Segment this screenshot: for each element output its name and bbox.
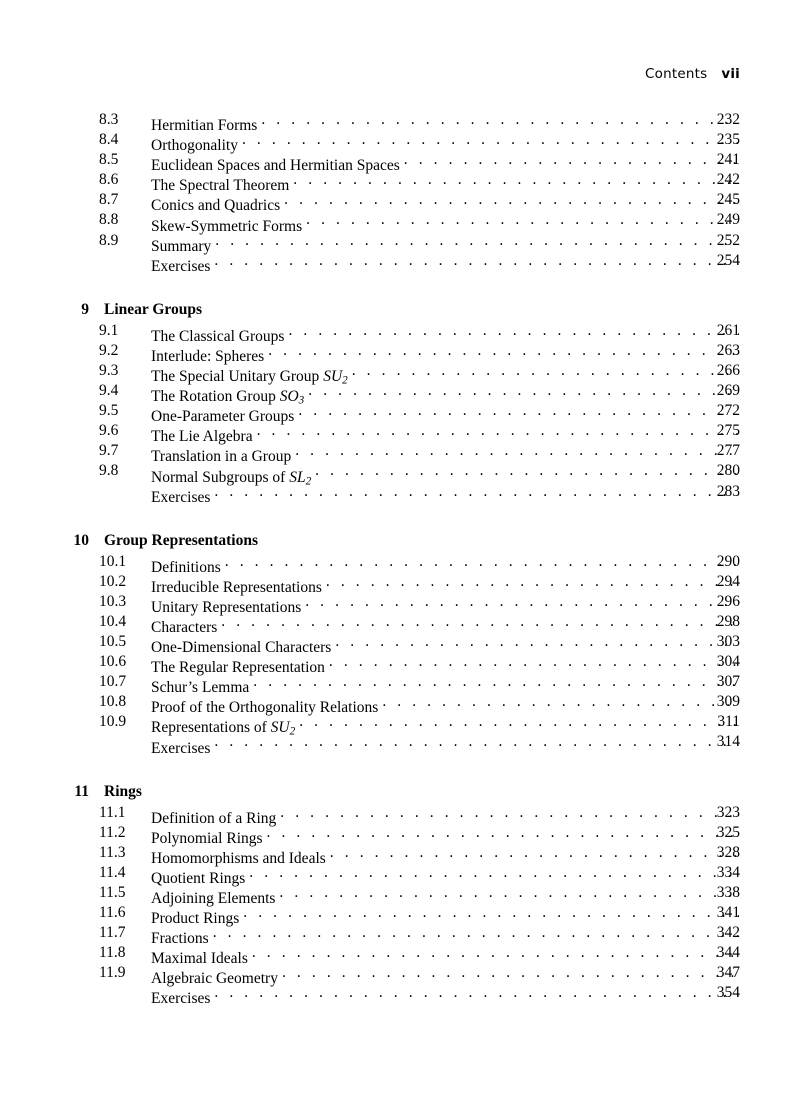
dot-leader xyxy=(335,632,739,652)
section-page-number: 249 xyxy=(716,211,740,229)
section-number: 9.5 xyxy=(99,402,119,420)
section-number: 11.4 xyxy=(99,863,126,881)
section-page-number: 254 xyxy=(716,251,740,269)
toc-section-row[interactable] xyxy=(0,361,806,387)
section-number: 9.7 xyxy=(99,442,119,460)
section-title: Homomorphisms and Ideals xyxy=(151,849,326,867)
section-title: Exercises xyxy=(151,990,211,1008)
section-page-number: 232 xyxy=(716,111,740,128)
section-number: 8.9 xyxy=(99,231,119,249)
chapter-number: 10 xyxy=(73,531,89,549)
section-page-number: 235 xyxy=(716,131,740,149)
math-symbol: $SL_2$ xyxy=(289,468,312,487)
running-head-label: Contents xyxy=(645,66,708,82)
section-number: 11.2 xyxy=(99,823,126,841)
chapter-title: Group Representations xyxy=(104,531,259,549)
math-subscript: 2 xyxy=(289,725,296,738)
dot-leader xyxy=(329,652,739,672)
section-number: 9.4 xyxy=(99,382,119,400)
section-page-number: 338 xyxy=(716,883,740,901)
section-number: 8.3 xyxy=(99,111,119,128)
dot-leader xyxy=(279,883,739,903)
chapter-block xyxy=(0,529,806,757)
table-of-contents xyxy=(0,110,806,1008)
running-head xyxy=(0,66,740,82)
toc-section-row[interactable] xyxy=(0,552,806,576)
toc-section-row[interactable] xyxy=(0,341,806,365)
section-number: 10.5 xyxy=(99,632,127,650)
section-page-number: 328 xyxy=(716,843,740,861)
dot-leader xyxy=(330,843,739,863)
section-title: Definition of a Ring xyxy=(151,809,277,827)
toc-section-row[interactable] xyxy=(0,401,806,426)
chapter-heading[interactable] xyxy=(0,780,806,803)
section-page-number: 307 xyxy=(716,673,740,691)
chapter-title: Linear Groups xyxy=(104,300,203,318)
dot-leader xyxy=(261,110,739,130)
section-title: Skew-Symmetric Forms xyxy=(151,217,303,235)
toc-exercises-row[interactable] xyxy=(0,251,806,275)
dot-leader xyxy=(305,592,739,612)
section-title: One-Parameter Groups xyxy=(151,408,295,426)
dot-leader xyxy=(352,361,739,381)
section-title: The Rotation Group $SO_3$ xyxy=(151,388,305,407)
toc-section-row[interactable] xyxy=(0,421,806,446)
section-title: Definitions xyxy=(151,558,221,576)
section-page-number: 266 xyxy=(716,361,740,379)
section-number: 10.6 xyxy=(99,653,127,671)
section-page-number: 277 xyxy=(716,442,740,460)
dot-leader xyxy=(214,251,739,271)
dot-leader xyxy=(288,321,739,341)
section-number: 11.9 xyxy=(99,964,126,982)
section-number: 11.7 xyxy=(99,924,126,942)
toc-section-row[interactable] xyxy=(0,863,806,887)
section-page-number: 241 xyxy=(716,151,740,169)
toc-section-row[interactable] xyxy=(0,652,806,677)
section-page-number: 311 xyxy=(717,713,740,731)
chapter-number: 11 xyxy=(74,782,89,800)
section-number: 10.2 xyxy=(99,572,127,590)
section-page-number: 341 xyxy=(716,904,740,921)
dot-leader xyxy=(295,441,739,461)
section-title: Orthogonality xyxy=(151,137,238,155)
section-title: Interlude: Spheres xyxy=(151,347,265,365)
toc-section-row[interactable] xyxy=(0,210,806,235)
section-page-number: 269 xyxy=(716,382,740,400)
dot-leader xyxy=(214,983,739,1003)
dot-leader xyxy=(308,381,739,401)
dot-leader xyxy=(404,150,739,170)
section-title: Summary xyxy=(151,237,212,255)
section-page-number: 242 xyxy=(716,171,740,189)
section-title: Exercises xyxy=(151,488,211,506)
dot-leader xyxy=(225,552,739,572)
toc-section-row[interactable] xyxy=(0,712,806,738)
dot-leader xyxy=(280,803,739,823)
section-page-number: 261 xyxy=(716,321,740,339)
section-page-number: 275 xyxy=(716,422,740,440)
section-number: 9.6 xyxy=(99,422,119,440)
section-title: One-Dimensional Characters xyxy=(151,639,332,657)
section-title: Algebraic Geometry xyxy=(151,970,278,988)
section-title: Exercises xyxy=(151,739,211,757)
math-subscript: 2 xyxy=(342,374,348,387)
toc-section-row[interactable] xyxy=(0,943,806,968)
section-title: Polynomial Rings xyxy=(151,829,263,847)
section-number: 9.2 xyxy=(99,341,119,359)
dot-leader xyxy=(268,341,739,361)
section-number: 11.6 xyxy=(99,904,126,921)
section-entry xyxy=(151,983,740,1009)
dot-leader xyxy=(214,482,739,502)
dot-leader xyxy=(315,461,739,481)
section-page-number: 325 xyxy=(716,823,740,841)
dot-leader xyxy=(242,130,739,150)
section-page-number: 334 xyxy=(716,863,740,881)
math-symbol: $SO_3$ xyxy=(279,388,305,407)
section-number: 8.5 xyxy=(99,151,119,169)
section-entry xyxy=(151,251,740,277)
section-title: The Classical Groups xyxy=(151,327,285,345)
section-page-number: 290 xyxy=(716,552,740,570)
section-page-number: 344 xyxy=(716,944,740,962)
section-number: 10.4 xyxy=(99,612,127,630)
section-number: 8.4 xyxy=(99,131,119,149)
dot-leader xyxy=(306,210,739,230)
section-title: Normal Subgroups of $SL_2$ xyxy=(151,468,312,487)
section-number: 9.3 xyxy=(99,361,119,379)
toc-section-row[interactable] xyxy=(0,110,806,135)
dot-leader xyxy=(252,943,739,963)
toc-exercises-row[interactable] xyxy=(0,732,806,757)
section-page-number: 283 xyxy=(716,482,740,500)
dot-leader xyxy=(299,712,739,732)
toc-section-row[interactable] xyxy=(0,190,806,215)
section-page-number: 252 xyxy=(716,231,740,249)
section-title: The Special Unitary Group $SU_2$ xyxy=(151,368,348,387)
section-number: 10.3 xyxy=(99,592,127,610)
chapter-heading[interactable] xyxy=(0,529,806,552)
toc-section-row[interactable] xyxy=(0,823,806,847)
toc-exercises-row[interactable] xyxy=(0,482,806,506)
section-page-number: 245 xyxy=(716,191,740,209)
toc-section-row[interactable] xyxy=(0,612,806,636)
dot-leader xyxy=(293,170,739,190)
section-number: 9.8 xyxy=(99,462,119,480)
dot-leader xyxy=(267,823,739,843)
page-folio: vii xyxy=(721,66,740,82)
toc-section-row[interactable] xyxy=(0,170,806,195)
section-title: Maximal Ideals xyxy=(151,950,248,968)
section-page-number: 298 xyxy=(716,612,740,630)
section-number: 8.6 xyxy=(99,171,119,189)
toc-section-row[interactable] xyxy=(0,130,806,155)
section-number: 9.1 xyxy=(99,321,119,339)
section-page-number: 296 xyxy=(716,592,740,610)
toc-section-row[interactable] xyxy=(0,321,806,345)
section-number: 10.7 xyxy=(99,673,127,691)
section-page-number: 294 xyxy=(716,572,740,590)
toc-section-row[interactable] xyxy=(0,923,806,948)
dot-leader xyxy=(382,692,739,712)
section-title: Proof of the Orthogonality Relations xyxy=(151,699,379,717)
toc-section-row[interactable] xyxy=(0,672,806,697)
section-entry xyxy=(151,732,740,758)
chapter-block xyxy=(0,780,806,1008)
math-symbol: $SU_2$ xyxy=(270,719,296,738)
toc-exercises-row[interactable] xyxy=(0,983,806,1008)
section-number: 10.8 xyxy=(99,693,127,711)
section-number: 11.8 xyxy=(99,944,126,962)
section-page-number: 303 xyxy=(716,632,740,650)
section-title: Translation in a Group xyxy=(151,448,292,466)
toc-section-row[interactable] xyxy=(0,632,806,657)
section-title: Quotient Rings xyxy=(151,869,246,887)
section-page-number: 280 xyxy=(716,462,740,480)
section-title: The Regular Representation xyxy=(151,659,325,677)
section-title: Conics and Quadrics xyxy=(151,197,281,215)
math-symbol: $SU_2$ xyxy=(323,368,348,387)
dot-leader xyxy=(214,732,739,752)
dot-leader xyxy=(282,963,739,983)
dot-leader xyxy=(243,903,739,923)
section-page-number: 272 xyxy=(716,402,740,420)
section-title: Characters xyxy=(151,618,218,636)
chapter-block xyxy=(0,110,806,275)
dot-leader xyxy=(326,572,739,592)
chapter-block xyxy=(0,298,806,506)
section-title: Hermitian Forms xyxy=(151,117,258,135)
chapter-title: Rings xyxy=(104,782,142,800)
section-number: 8.7 xyxy=(99,191,119,209)
toc-section-row[interactable] xyxy=(0,963,806,988)
section-title: Euclidean Spaces and Hermitian Spaces xyxy=(151,157,400,175)
dot-leader xyxy=(215,231,739,251)
section-title: Unitary Representations xyxy=(151,598,302,616)
section-title: The Spectral Theorem xyxy=(151,177,290,195)
toc-section-row[interactable] xyxy=(0,150,806,175)
chapter-number: 9 xyxy=(81,300,89,318)
section-title: Fractions xyxy=(151,930,209,948)
section-number: 11.5 xyxy=(99,883,126,901)
dot-leader xyxy=(284,190,739,210)
math-subscript: 3 xyxy=(298,394,305,407)
toc-section-row[interactable] xyxy=(0,843,806,867)
toc-section-row[interactable] xyxy=(0,592,806,616)
dot-leader xyxy=(298,401,739,421)
chapter-heading[interactable] xyxy=(0,298,806,321)
section-page-number: 347 xyxy=(716,964,740,982)
toc-section-row[interactable] xyxy=(0,461,806,487)
section-number: 11.3 xyxy=(99,843,126,861)
section-title: The Lie Algebra xyxy=(151,428,253,446)
toc-section-row[interactable] xyxy=(0,381,806,407)
dot-leader xyxy=(213,923,739,943)
section-page-number: 354 xyxy=(716,984,740,1002)
section-number: 8.8 xyxy=(99,211,119,229)
section-page-number: 323 xyxy=(716,803,740,821)
section-page-number: 263 xyxy=(716,341,740,359)
section-number: 11.1 xyxy=(99,803,126,821)
dot-leader xyxy=(257,421,739,441)
dot-leader xyxy=(249,863,739,883)
toc-section-row[interactable] xyxy=(0,441,806,466)
dot-leader xyxy=(221,612,739,632)
toc-section-row[interactable] xyxy=(0,692,806,717)
section-page-number: 314 xyxy=(716,733,740,751)
section-page-number: 309 xyxy=(716,693,740,711)
toc-section-row[interactable] xyxy=(0,231,806,255)
math-subscript: 2 xyxy=(305,474,312,487)
section-title: Schur’s Lemma xyxy=(151,679,250,697)
section-title: Adjoining Elements xyxy=(151,890,276,907)
dot-leader xyxy=(253,672,739,692)
section-number: 10.1 xyxy=(99,552,127,570)
section-title: Representations of $SU_2$ xyxy=(151,719,296,738)
section-page-number: 304 xyxy=(716,653,740,671)
toc-section-row[interactable] xyxy=(0,903,806,928)
toc-section-row[interactable] xyxy=(0,803,806,827)
section-page-number: 342 xyxy=(716,924,740,942)
section-number: 10.9 xyxy=(99,713,127,731)
section-title: Exercises xyxy=(151,257,211,275)
section-title: Product Rings xyxy=(151,910,240,928)
section-title: Irreducible Representations xyxy=(151,578,322,596)
toc-section-row[interactable] xyxy=(0,572,806,596)
toc-section-row[interactable] xyxy=(0,883,806,907)
section-entry xyxy=(151,482,740,508)
